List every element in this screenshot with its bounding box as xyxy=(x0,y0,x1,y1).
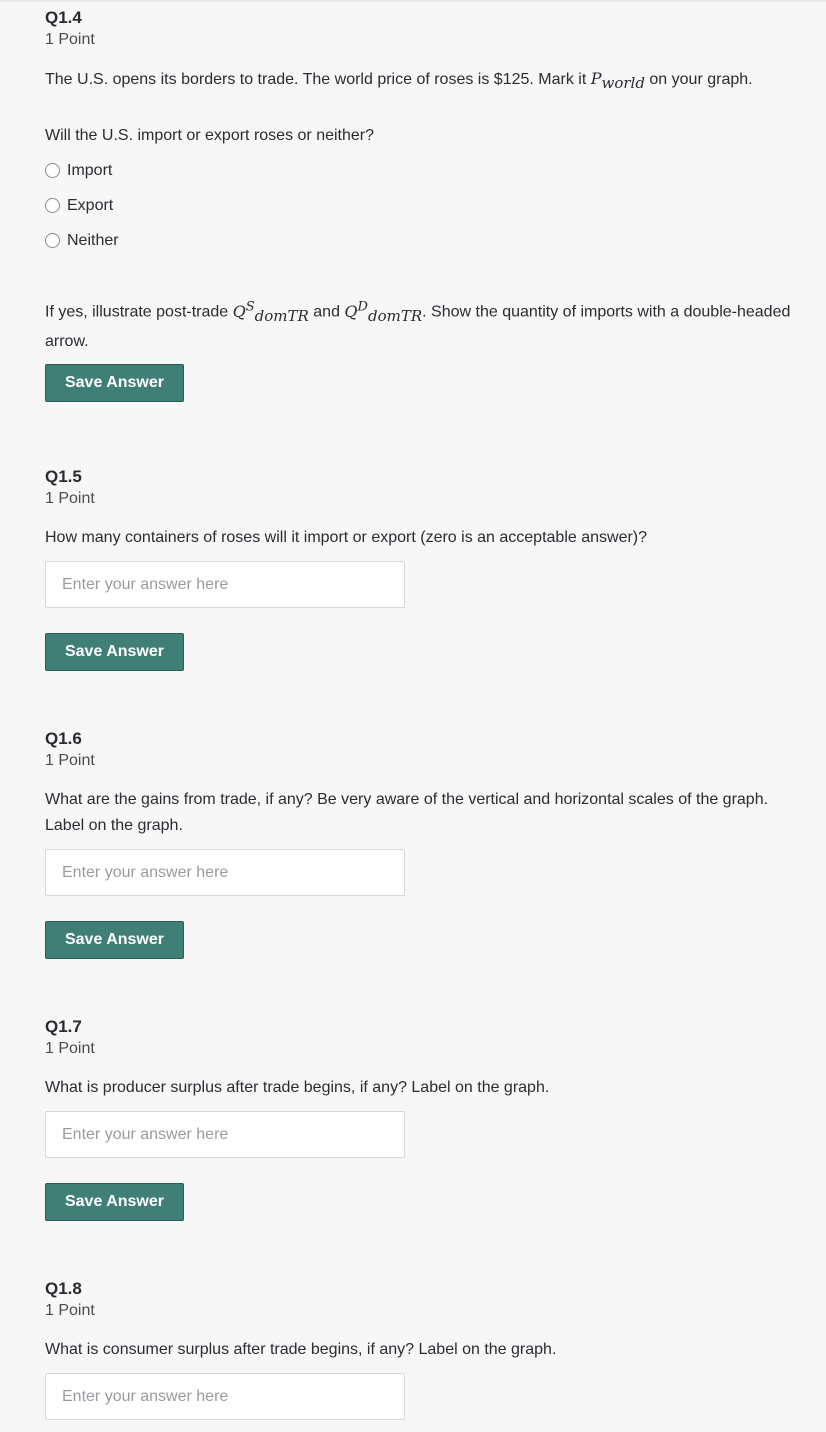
save-answer-button[interactable]: Save Answer xyxy=(45,364,184,402)
option-label: Import xyxy=(67,161,113,179)
question-points: 1 Point xyxy=(45,752,95,769)
math-symbol: P xyxy=(590,69,602,88)
prompt-text: If yes, illustrate post-trade xyxy=(45,303,233,321)
question-q1-8 xyxy=(45,1279,815,1420)
option-import[interactable] xyxy=(45,153,815,188)
prompt-text: The U.S. opens its borders to trade. The world price of roses is $125. Mark it xyxy=(45,71,591,88)
math-symbol: Q xyxy=(344,301,358,321)
option-neither[interactable] xyxy=(45,223,815,258)
option-export[interactable] xyxy=(45,188,815,223)
question-number: Q1.5 xyxy=(45,467,82,486)
question-points: 1 Point xyxy=(45,1302,95,1319)
radio-group xyxy=(45,153,815,258)
question-points: 1 Point xyxy=(45,490,95,507)
question-q1-4 xyxy=(45,8,815,402)
answer-input[interactable] xyxy=(45,1373,405,1420)
question-number: Q1.4 xyxy=(45,8,82,27)
question-number: Q1.6 xyxy=(45,729,82,748)
question-prompt xyxy=(45,66,805,96)
question-number: Q1.8 xyxy=(45,1279,82,1298)
save-answer-button[interactable]: Save Answer xyxy=(45,921,184,959)
question-q1-7 xyxy=(45,1017,815,1221)
math-q-supply xyxy=(232,299,309,325)
top-divider xyxy=(0,0,826,2)
question-text: Will the U.S. import or export roses or neither? xyxy=(45,127,375,145)
prompt-text: . Show the quantity of imports with a double-headed arrow. xyxy=(45,303,791,350)
question-q1-6 xyxy=(45,729,815,959)
question-prompt: What is consumer surplus after trade begins, if any? Label on the graph. xyxy=(45,1341,557,1358)
math-p-world xyxy=(590,69,645,93)
save-answer-button[interactable]: Save Answer xyxy=(45,1183,184,1221)
option-label: Export xyxy=(67,196,114,214)
radio-button[interactable] xyxy=(45,163,60,178)
question-points: 1 Point xyxy=(45,1040,95,1057)
question-points: 1 Point xyxy=(45,31,95,48)
math-subscript: world xyxy=(601,74,645,93)
save-answer-button[interactable]: Save Answer xyxy=(45,633,184,671)
question-instruction xyxy=(45,294,810,355)
option-label: Neither xyxy=(67,231,119,249)
math-superscript: S xyxy=(245,299,255,315)
question-prompt: How many containers of roses will it import or export (zero is an acceptable answer)? xyxy=(45,529,648,546)
math-subscript: domTR xyxy=(367,306,423,325)
prompt-text: and xyxy=(308,303,345,321)
answer-input[interactable] xyxy=(45,1111,405,1158)
math-q-demand xyxy=(344,299,423,325)
math-subscript: domTR xyxy=(254,306,309,325)
question-prompt: What is producer surplus after trade begins, if any? Label on the graph. xyxy=(45,1079,550,1096)
radio-button[interactable] xyxy=(45,233,60,248)
question-prompt: What are the gains from trade, if any? Be very aware of the vertical and horizontal scales of the graph. Label on the graph. xyxy=(45,791,769,834)
question-number: Q1.7 xyxy=(45,1017,82,1036)
math-symbol: Q xyxy=(232,301,246,321)
prompt-text-tail: on your graph. xyxy=(644,71,753,88)
question-q1-5 xyxy=(45,467,815,671)
math-superscript: D xyxy=(357,299,368,315)
answer-input[interactable] xyxy=(45,561,405,608)
radio-button[interactable] xyxy=(45,198,60,213)
answer-input[interactable] xyxy=(45,849,405,896)
